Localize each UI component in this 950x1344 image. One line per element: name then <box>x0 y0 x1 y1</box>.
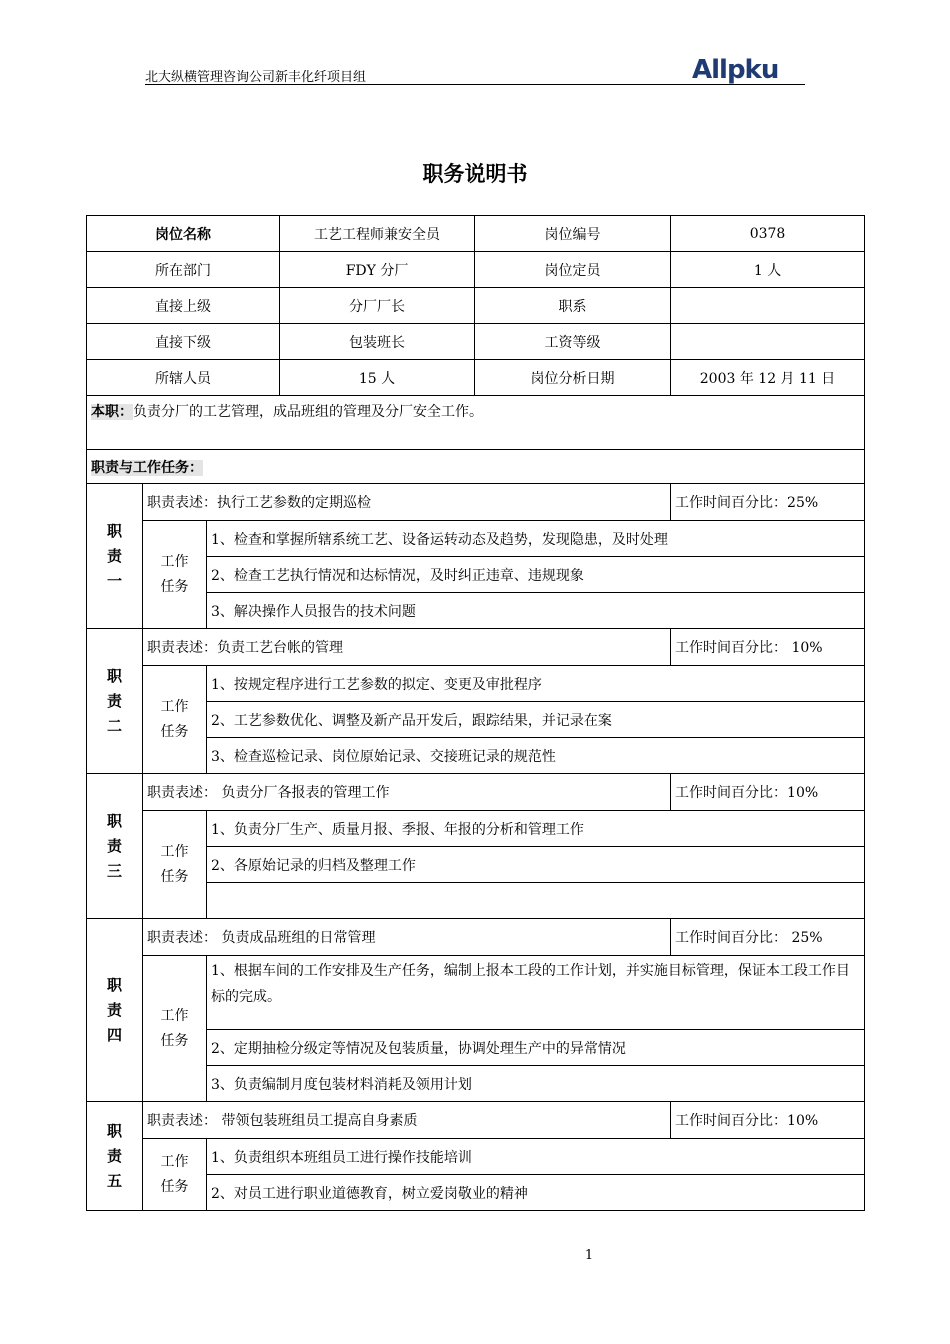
page-title: 职务说明书 <box>422 162 528 186</box>
duty-time-percent: 工作时间百分比：10% <box>671 1102 865 1139</box>
task-item: 2、工艺参数优化、调整及新产品开发后，跟踪结果，并记录在案 <box>207 702 865 738</box>
duty-description: 职责表述：执行工艺参数的定期巡检 <box>143 484 671 521</box>
task-item: 2、检查工艺执行情况和达标情况，及时纠正违章、违规现象 <box>207 557 865 593</box>
info-value: 包装班长 <box>280 324 475 360</box>
task-label: 工作 任务 <box>143 521 207 629</box>
info-label: 所辖人员 <box>87 360 280 396</box>
task-item: 3、检查巡检记录、岗位原始记录、交接班记录的规范性 <box>207 738 865 774</box>
task-item: 2、对员工进行职业道德教育，树立爱岗敬业的精神 <box>207 1175 865 1211</box>
duty-description: 职责表述：负责工艺台帐的管理 <box>143 629 671 666</box>
duty-desc-row <box>87 1102 865 1139</box>
task-item: 3、解决操作人员报告的技术问题 <box>207 593 865 629</box>
job-description-table <box>86 215 865 1211</box>
duty-desc-row <box>87 919 865 956</box>
info-row <box>87 360 865 396</box>
info-value <box>671 288 865 324</box>
info-row <box>87 216 865 252</box>
task-item: 3、负责编制月度包装材料消耗及领用计划 <box>207 1066 865 1102</box>
info-row <box>87 252 865 288</box>
info-label: 岗位定员 <box>475 252 671 288</box>
duty-heading: 职 责 五 <box>87 1102 143 1211</box>
task-label: 工作 任务 <box>143 956 207 1102</box>
task-row <box>87 811 865 847</box>
info-label: 岗位编号 <box>475 216 671 252</box>
info-label: 直接下级 <box>87 324 280 360</box>
task-row <box>87 666 865 702</box>
task-item: 1、检查和掌握所辖系统工艺、设备运转动态及趋势，发现隐患，及时处理 <box>207 521 865 557</box>
info-value: FDY 分厂 <box>280 252 475 288</box>
duty-description: 职责表述： 负责成品班组的日常管理 <box>143 919 671 956</box>
duty-description: 职责表述： 负责分厂各报表的管理工作 <box>143 774 671 811</box>
duty-time-percent: 工作时间百分比：25% <box>671 484 865 521</box>
task-item: 1、负责分厂生产、质量月报、季报、年报的分析和管理工作 <box>207 811 865 847</box>
duty-time-percent: 工作时间百分比：10% <box>671 774 865 811</box>
info-value: 15 人 <box>280 360 475 396</box>
task-item: 2、各原始记录的归档及整理工作 <box>207 847 865 883</box>
task-item <box>207 883 865 919</box>
summary-cell <box>87 396 865 450</box>
info-value <box>671 324 865 360</box>
duties-header-cell <box>87 450 865 484</box>
duty-heading: 职 责 二 <box>87 629 143 774</box>
logo-text: Allpku <box>692 55 779 85</box>
info-value: 1 人 <box>671 252 865 288</box>
info-value: 工艺工程师兼安全员 <box>280 216 475 252</box>
summary-label: 本职： <box>91 404 133 420</box>
task-item: 2、定期抽检分级定等情况及包装质量，协调处理生产中的异常情况 <box>207 1030 865 1066</box>
info-label: 工资等级 <box>475 324 671 360</box>
task-row <box>87 956 865 1030</box>
duty-desc-row <box>87 629 865 666</box>
info-value: 分厂厂长 <box>280 288 475 324</box>
duty-heading: 职 责 三 <box>87 774 143 919</box>
task-row <box>87 1139 865 1175</box>
task-row <box>87 521 865 557</box>
duty-time-percent: 工作时间百分比： 25% <box>671 919 865 956</box>
duties-header-row <box>87 450 865 484</box>
summary-row <box>87 396 865 450</box>
allpku-logo <box>692 52 807 86</box>
header-org-text: 北大纵横管理咨询公司新丰化纤项目组 <box>145 70 367 85</box>
page-number: 1 <box>584 1248 594 1263</box>
info-label: 直接上级 <box>87 288 280 324</box>
info-label: 岗位分析日期 <box>475 360 671 396</box>
task-item: 1、根据车间的工作安排及生产任务，编制上报本工段的工作计划，并实施目标管理，保证本工段工作目标的完成。 <box>207 956 865 1030</box>
task-item: 1、负责组织本班组员工进行操作技能培训 <box>207 1139 865 1175</box>
duty-heading: 职 责 一 <box>87 484 143 629</box>
duty-desc-row <box>87 484 865 521</box>
duty-description: 职责表述： 带领包装班组员工提高自身素质 <box>143 1102 671 1139</box>
info-row <box>87 288 865 324</box>
task-item: 1、按规定程序进行工艺参数的拟定、变更及审批程序 <box>207 666 865 702</box>
info-value: 0378 <box>671 216 865 252</box>
duties-header: 职责与工作任务： <box>91 459 203 476</box>
info-label: 所在部门 <box>87 252 280 288</box>
task-label: 工作 任务 <box>143 811 207 919</box>
info-label: 职系 <box>475 288 671 324</box>
duty-desc-row <box>87 774 865 811</box>
summary-text: 负责分厂的工艺管理，成品班组的管理及分厂安全工作。 <box>133 404 483 420</box>
info-row <box>87 324 865 360</box>
duty-heading: 职 责 四 <box>87 919 143 1102</box>
duty-time-percent: 工作时间百分比： 10% <box>671 629 865 666</box>
info-label: 岗位名称 <box>87 216 280 252</box>
info-value: 2003 年 12 月 11 日 <box>671 360 865 396</box>
task-label: 工作 任务 <box>143 1139 207 1211</box>
task-label: 工作 任务 <box>143 666 207 774</box>
